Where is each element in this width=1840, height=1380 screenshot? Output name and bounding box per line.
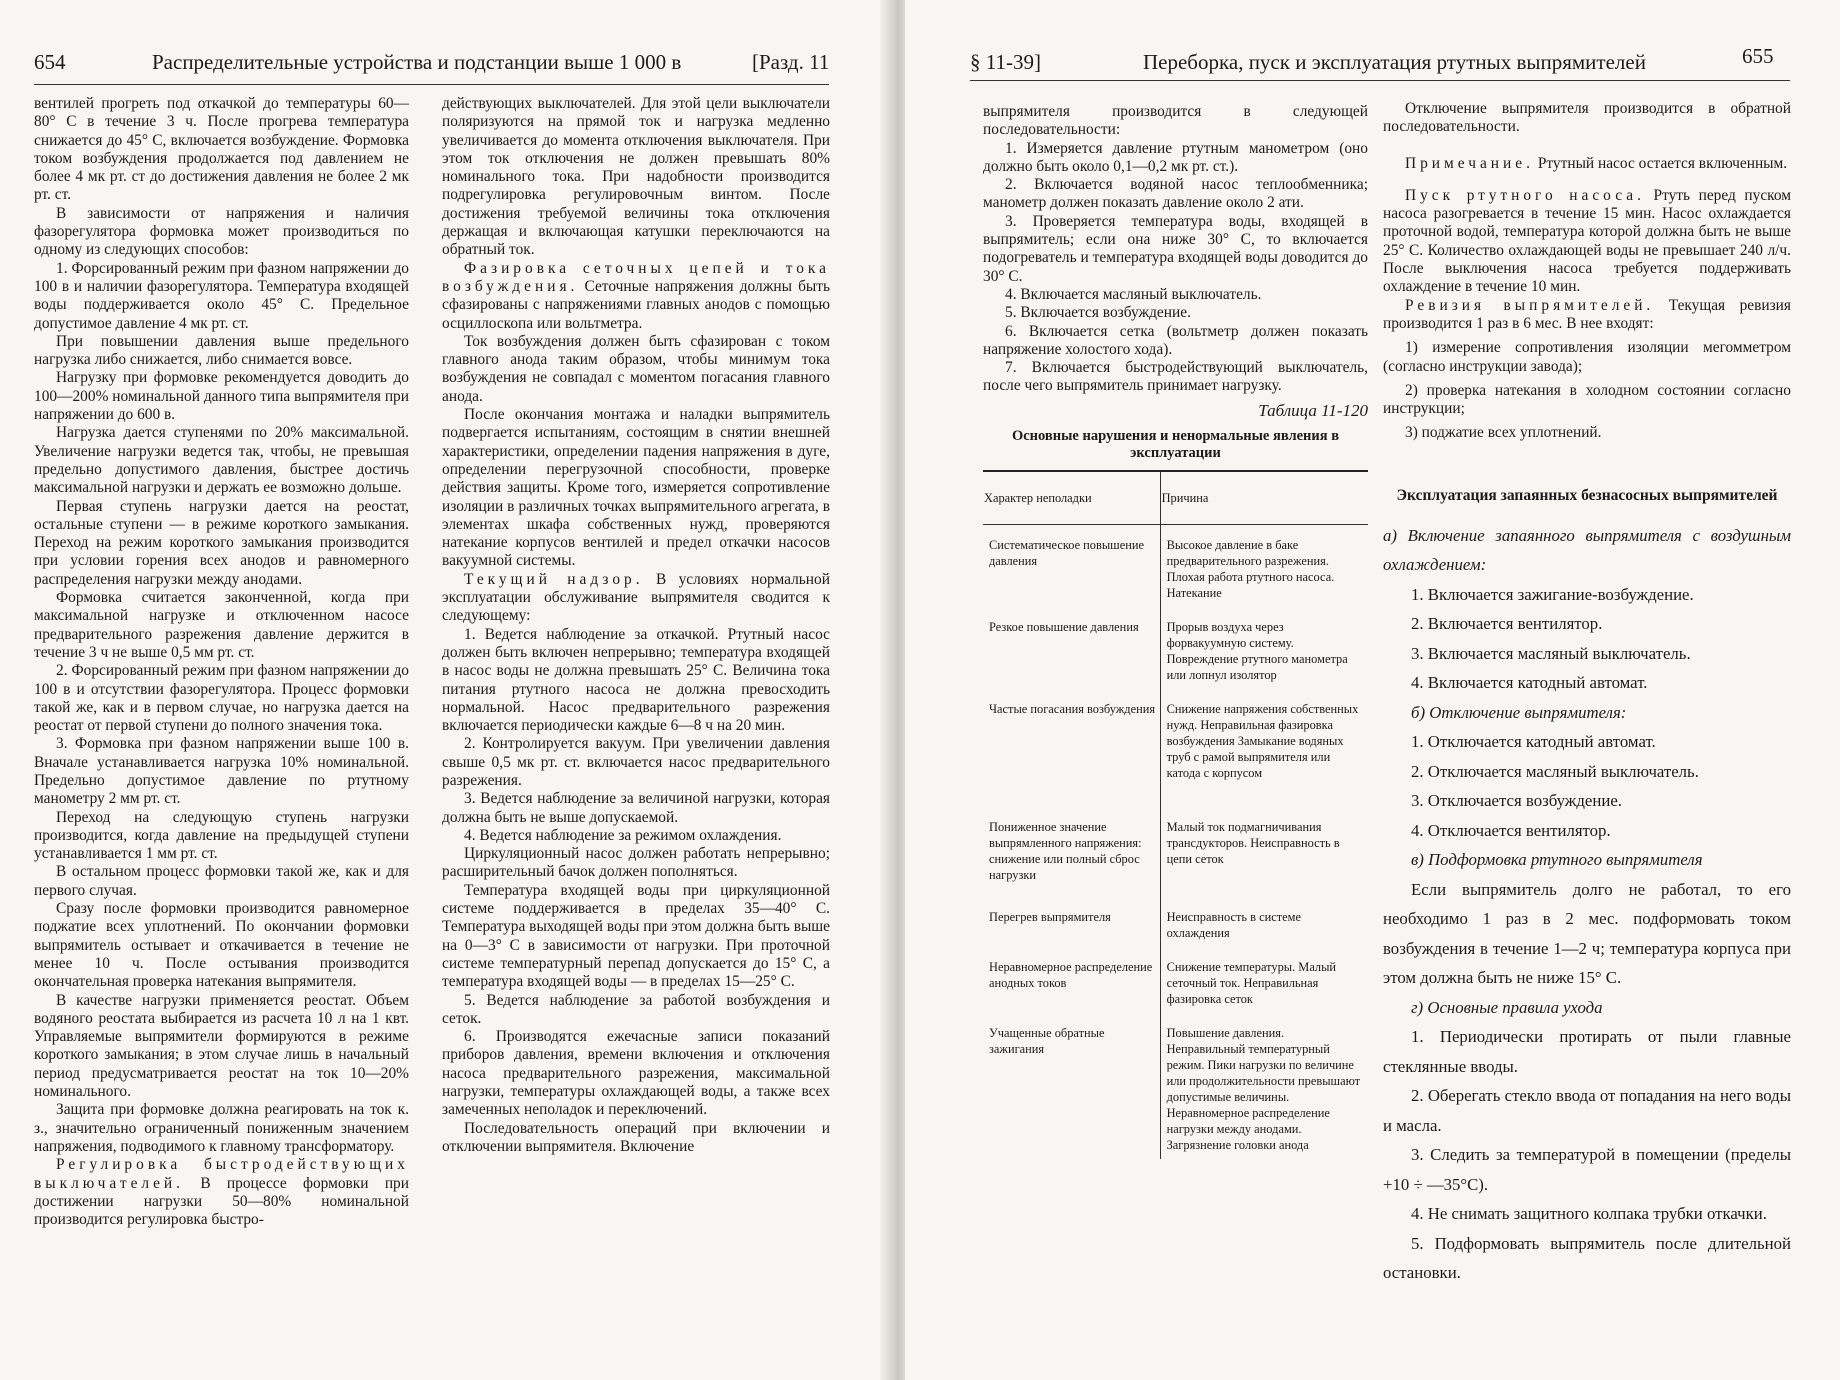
list-item: 1. Ведется наблюдение за откачкой. Ртутный насос должен быть включен непрерывно; температура входящей в насос воды не должна превышать 25° С. Величина тока питания ртутного насоса не должна превосходить нормальной. Насос предварительного разрежения включается периодически каждые 6—8 ч на 20 мин.	[442, 625, 830, 735]
section-title: Эксплуатация запаянных безнасосных выпрямителей	[1396, 486, 1778, 504]
paragraph: Циркуляционный насос должен работать непрерывно; расширительный бачок должен пополняться.	[442, 845, 830, 881]
paragraph: Температура входящей воды при циркуляционной системе поддерживается в пределах 35—40° С. Температура выходящей воды при этом должна быть выше на 0—3° С в зависимости от нагрузки. При проточной системе температурный перепад допускается до 15° С, а температура входящей воды — в пределах 15—25° С.	[442, 881, 830, 991]
paragraph: 1. Форсированный режим при фазном напряжении до 100 в и наличии фазорегулятора. Температура входящей воды поддерживается около 45° С. Предельное допустимое давление 4 мк рт. ст.	[34, 259, 409, 332]
list-item: 3) поджатие всех уплотнений.	[1405, 424, 1602, 442]
list-item: 1) измерение сопротивления изоляции мегомметром (согласно инструкции завода);	[1383, 339, 1791, 375]
list-item: 5. Включается возбуждение.	[1005, 304, 1191, 322]
right-column-2	[1383, 100, 1791, 1288]
sealed-rectifiers-section	[1383, 521, 1791, 1288]
table-row	[983, 1013, 1368, 1159]
paragraph-text: Текущая ревизия производится 1 раз в 6 мес. В нее входят:	[1383, 296, 1791, 332]
paragraph: Нагрузку при формовке рекомендуется доводить до 100—200% номинальной данного типа выпрямителя при напряжении до 600 в.	[34, 369, 409, 424]
table-cell: Малый ток подмагничивания трансдукторов. Неисправность в цепи сеток	[1166, 820, 1340, 867]
table-row	[983, 525, 1368, 608]
note-label: Примечание.	[1405, 154, 1534, 172]
table-cell: Резкое повышение давления	[983, 607, 1160, 689]
list-item: 4. Включается катодный автомат.	[1411, 673, 1648, 693]
table-cell: Повышение давления. Неправильный температурный режим. Пики нагрузки по величине или продолжительности превышают допустимые величины. Неравномерное распределение нагрузки между анодами. Загрязнение головки анода	[1166, 1026, 1361, 1153]
table-row	[983, 947, 1368, 1013]
list-item: 6. Производятся ежечасные записи показаний приборов давления, времени включения и отключения насоса предварительного разрежения, максимальной нагрузки, температуры охлаждающей воды, а также всех замеченных неполадок и переключений.	[442, 1028, 830, 1119]
paragraph: После окончания монтажа и наладки выпрямитель подвергается испытаниям, состоящим в снятии внешней характеристики, определении падения напряжения в дуге, определении перегрузочной способности, проверке действия защиты. Кроме того, измеряется сопротивление изоляции в различных точках выпрямительного агрегата, в элементах шкафа собственных нужд, проверяются натекание корпусов вентилей и предел откачки насосов вакуумной системы.	[442, 406, 830, 570]
table-cell: Перегрев выпрямителя	[983, 897, 1160, 947]
paragraph: Ток возбуждения должен быть сфазирован с током главного анода таким образом, чтобы минимум тока возбуждения не совпадал с моментом погасания главного анода.	[442, 332, 830, 405]
table-cell: Неисправность в системе охлаждения	[1166, 910, 1301, 941]
table-cell: Снижение температуры. Малый сеточный ток. Неправильная фазировка сеток	[1166, 960, 1337, 1007]
right-running-title: Переборка, пуск и эксплуатация ртутных выпрямителей	[1143, 50, 1646, 74]
table-cell: Неравномерное распределение анодных токов	[983, 947, 1160, 1013]
list-item: 3. Включается масляный выключатель.	[1411, 643, 1691, 663]
paragraph: В зависимости от напряжения и наличия фазорегулятора формовка может производиться по одному из следующих способов:	[34, 204, 409, 259]
table-row	[983, 689, 1368, 807]
paragraph: 3. Формовка при фазном напряжении выше 100 в. Вначале устанавливается нагрузка 10% номинальной. Предельно допустимое давление по ртутному манометру 2 мм рт. ст.	[34, 735, 409, 808]
paragraph: Защита при формовке должна реагировать на ток к. з., значительно ограниченный пониженным значением напряжения, подводимого к главному трансформатору.	[34, 1101, 409, 1155]
list-item: 5. Ведется наблюдение за работой возбуждения и сеток.	[442, 991, 830, 1027]
paragraph: Последовательность операций при включении и отключении выпрямителя. Включение	[442, 1119, 830, 1155]
subheading-revision: Ревизия выпрямителей.	[1405, 296, 1655, 314]
list-item: 1. Измеряется давление ртутным манометром (оно должно быть около 0,1—0,2 мк рт. ст.).	[983, 139, 1368, 175]
subheading-supervision: Текущий надзор.	[464, 570, 644, 588]
list-item: 4. Ведется наблюдение за режимом охлаждения.	[464, 826, 782, 844]
list-item: 2. Оберегать стекло ввода от попадания на него воды и масла.	[1383, 1086, 1791, 1135]
table-cell: Систематическое повышение давления	[983, 525, 1160, 608]
paragraph	[34, 1156, 409, 1229]
left-column-2	[442, 95, 830, 1156]
subsection-heading: б) Отключение выпрямителя:	[1411, 702, 1627, 722]
list-item: 5. Подформовать выпрямитель после длительной остановки.	[1383, 1233, 1791, 1283]
paragraph: Сразу после формовки производится равномерное поджатие всех уплотнений. По окончании формовки выпрямитель остывает и откачивается в течение не менее 10 ч. После остывания производится окончательная проверка натекания выпрямителя.	[34, 900, 409, 991]
right-section-ref: § 11-39]	[970, 50, 1041, 74]
list-item: 4. Не снимать защитного колпака трубки откачки.	[1411, 1204, 1767, 1224]
list-item: 4. Включается масляный выключатель.	[1005, 285, 1262, 303]
paragraph-text: Ртуть перед пуском насоса разогревается в течение 15 мин. Насос охлаждается проточной водой, температура которой должна быть не выше 25° С. Количество охлаждающей воды не превышает 240 л/ч. После выключения насоса требуется поддерживать охлаждение в течение 10 мин.	[1383, 186, 1791, 296]
list-item: 3. Отключается возбуждение.	[1411, 791, 1622, 811]
list-item: 1. Отключается катодный автомат.	[1411, 732, 1656, 752]
note	[1383, 155, 1791, 173]
left-page-number: 654	[34, 50, 66, 74]
paragraph: Переход на следующую ступень нагрузки производится, когда давление на предыдущей ступени устанавливается 1 мм рт. ст.	[34, 808, 409, 863]
subheading-phasing: Фазировка сеточных цепей и тока возбуждения.	[442, 259, 830, 295]
faults-table	[983, 470, 1368, 1159]
table-header-cell: Характер неполадки	[983, 471, 1160, 525]
paragraph	[442, 260, 830, 333]
left-running-title: Распределительные устройства и подстанции выше 1 000 в	[152, 50, 682, 74]
list-item: 3. Ведется наблюдение за величиной нагрузки, которая должна быть не выше допускаемой.	[442, 790, 830, 826]
note-text: Ртутный насос остается включенным.	[1537, 154, 1788, 172]
paragraph: 2. Форсированный режим при фазном напряжении до 100 в и отсутствии фазорегулятора. Процесс формовки такой же, как и в первом случае, но нагрузка дается на реостат от первой ступени до полного значения тока.	[34, 662, 409, 735]
list-item: 2. Включается водяной насос теплообменника; манометр должен показать давление около 2 ати.	[983, 176, 1368, 212]
paragraph-text: Сеточные напряжения должны быть сфазированы с напряжениями главных анодов с помощью осциллоскопа или вольтметра.	[442, 277, 830, 332]
list-item: 4. Отключается вентилятор.	[1411, 820, 1611, 840]
paragraph: В остальном процесс формовки такой же, как и для первого случая.	[34, 863, 409, 899]
paragraph: выпрямителя производится в следующей последовательности:	[983, 103, 1368, 139]
table-header-cell: Причина	[1160, 471, 1368, 525]
table-number: Таблица 11-120	[1258, 400, 1368, 420]
subsection-heading: а) Включение запаянного выпрямителя с воздушным охлаждением:	[1383, 525, 1791, 575]
paragraph: В качестве нагрузки применяется реостат. Объем водяного реостата выбирается из расчета 10 л на 1 квт. Управляемые выпрямители формируются в режиме короткого замыкания; в этом случае лишь в начальный период предусматривается реостат на ток 10—20% номинального.	[34, 991, 409, 1101]
right-page	[905, 0, 1840, 1380]
list-item: 7. Включается быстродействующий выключатель, после чего выпрямитель принимает нагрузку.	[983, 359, 1368, 395]
list-item: 2) проверка натекания в холодном состоянии согласно инструкции;	[1383, 381, 1791, 418]
paragraph: Если выпрямитель долго не работал, то его необходимо 1 раз в 2 мес. подформовать током возбуждения в течение 1—2 ч; температура корпуса при этом должна быть не ниже 15° С.	[1383, 879, 1791, 988]
table-row	[983, 607, 1368, 689]
paragraph: Первая ступень нагрузки дается на реостат, остальные ступени — в режиме короткого замыкания. Переход на режим короткого замыкания производится при условии горения всех анодов и равномерного распределения нагрузки между анодами.	[34, 497, 409, 588]
table-cell: Прорыв воздуха через форвакуумную систему. Повреждение ртутного манометра или лопнул изолятор	[1166, 620, 1348, 683]
list-item: 6. Включается сетка (вольтметр должен показать напряжение холостого хода).	[983, 322, 1368, 358]
right-column-1	[983, 103, 1368, 1159]
table-cell: Высокое давление в баке предварительного разрежения. Плохая работа ртутного насоса. Натекание	[1166, 538, 1335, 601]
list-item: 2. Контролируется вакуум. При увеличении давления свыше 0,5 мк рт. ст. включается насос предварительного разрежения.	[442, 735, 830, 789]
table-caption: Основные нарушения и ненормальные явления в эксплуатации	[1011, 428, 1340, 462]
paragraph	[1383, 187, 1791, 297]
list-item: 3. Проверяется температура воды, входящей в выпрямитель; если она ниже 30° С, то включается подогреватель и температура входящей воды доводится до 30° С.	[983, 212, 1368, 285]
table-header-row	[983, 471, 1368, 525]
left-column-1	[34, 95, 409, 1229]
list-item: 2. Отключается масляный выключатель.	[1411, 761, 1699, 781]
paragraph	[442, 571, 830, 626]
paragraph: При повышении давления выше предельного нагрузка либо снижается, либо снимается вовсе.	[34, 332, 409, 369]
list-item: 3. Следить за температурой в помещении (пределы +10 ÷ —35°С).	[1383, 1145, 1791, 1194]
paragraph-text: В условиях нормальной эксплуатации обслуживание выпрямителя сводится к следующему:	[442, 570, 830, 625]
paragraph-text: В процессе формовки при достижении нагрузки 50—80% номинальной производится регулировка быстро-	[34, 1174, 409, 1229]
paragraph: вентилей прогреть под откачкой до температуры 60—80° С в течение 3 ч. После прогрева температура снижается до 45° С, включается возбуждение. Формовка током возбуждения продолжается под давлением не более 4 мк рт. ст до достижения давления не более 2 мк рт. ст.	[34, 95, 409, 204]
table-cell: Учащенные обратные зажигания	[983, 1013, 1160, 1159]
subsection-heading: г) Основные правила ухода	[1411, 997, 1603, 1017]
left-header-rule	[34, 84, 829, 85]
paragraph: действующих выключателей. Для этой цели выключатели поляризуются на прямой ток и нагрузка медленно увеличивается до момента отключения выключателя. При этом ток отключения не должен превышать 80% номинального тока. При надобности производится подрегулировка регулировочным винтом. После достижения требуемой величины тока отключения держащая и включающая катушки переключаются на обратный ток.	[442, 95, 830, 259]
list-item: 1. Периодически протирать от пыли главные стеклянные вводы.	[1383, 1027, 1791, 1076]
table-cell: Пониженное значение выпрямленного напряжения: снижение или полный сброс нагрузки	[983, 807, 1160, 897]
left-section-ref: [Разд. 11	[752, 50, 830, 74]
table-row	[983, 897, 1368, 947]
subsection-heading: в) Подформовка ртутного выпрямителя	[1411, 850, 1703, 870]
right-header-rule	[970, 80, 1790, 81]
paragraph	[1383, 297, 1791, 334]
paragraph: Нагрузка дается ступенями по 20% максимальной. Увеличение нагрузки ведется так, чтобы, не превышая предельно допустимого давления, быстрее достичь максимальной нагрузки и держать ее возможно дольше.	[34, 424, 409, 497]
table-cell: Частые погасания возбуждения	[983, 689, 1160, 807]
paragraph: Формовка считается законченной, когда при максимальной нагрузке и отключенном насосе предварительного разрежения давление держится в течение 3 ч не выше 0,5 мм рт. ст.	[34, 589, 409, 661]
left-page	[0, 0, 895, 1380]
list-item: 2. Включается вентилятор.	[1411, 614, 1603, 634]
subheading-pump: Пуск ртутного насоса.	[1405, 186, 1645, 204]
list-item: 1. Включается зажигание-возбуждение.	[1411, 584, 1694, 604]
subheading-breakers: Регулировка быстродействующих выключателей.	[34, 1156, 409, 1192]
paragraph: Отключение выпрямителя производится в обратной последовательности.	[1383, 100, 1791, 136]
table-row	[983, 807, 1368, 897]
table-cell: Снижение напряжения собственных нужд. Неправильная фазировка возбуждения Замыкание водяных труб с рамой выпрямителя или катода с корпусом	[1166, 702, 1359, 781]
right-page-number: 655	[1742, 44, 1774, 68]
